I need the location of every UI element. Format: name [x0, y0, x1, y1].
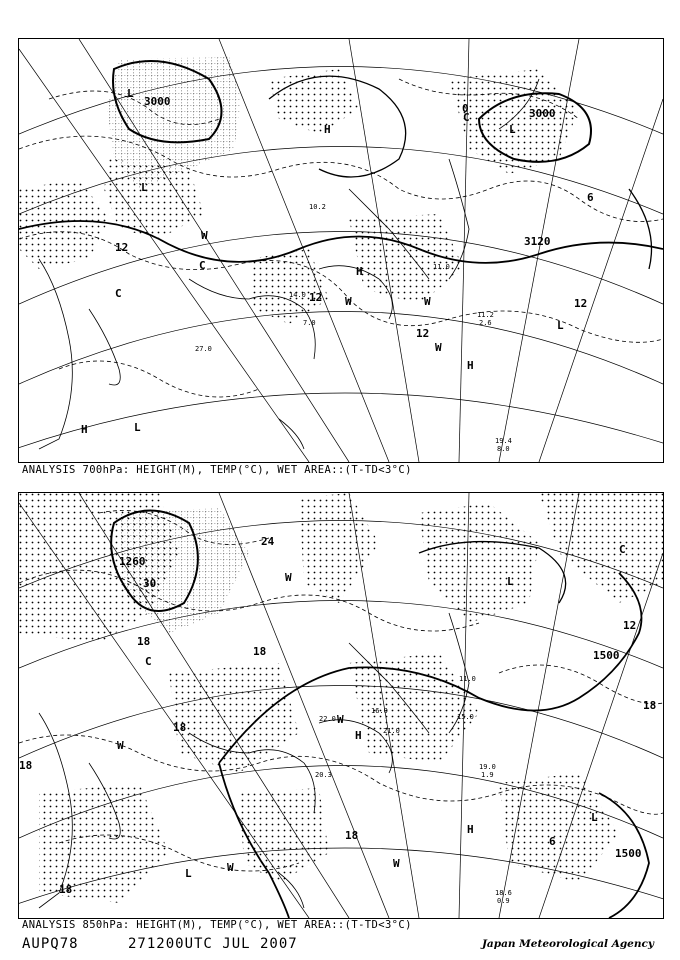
- station-value: 2.6: [479, 319, 492, 327]
- station-value: 11.0: [459, 675, 476, 683]
- height-label: 1260: [119, 555, 146, 568]
- pressure-center-label: C: [463, 111, 470, 124]
- temp-label: 12: [309, 291, 323, 304]
- temp-label: 6: [587, 191, 594, 204]
- chart-850hpa: [18, 492, 664, 919]
- height-label: 1500: [615, 847, 642, 860]
- station-value: 8.0: [497, 445, 510, 453]
- pressure-center-label: C: [145, 655, 152, 668]
- pressure-center-label: C: [115, 287, 122, 300]
- temp-label: 12: [115, 241, 129, 254]
- pressure-center-label: L: [509, 123, 516, 136]
- pressure-center-label: W: [285, 571, 292, 584]
- station-value: 14.0: [289, 291, 306, 299]
- temp-label: 18: [59, 883, 73, 896]
- pressure-center-label: W: [393, 857, 400, 870]
- station-value: 18.6: [495, 889, 512, 897]
- temp-label: 18: [643, 699, 657, 712]
- pressure-center-label: L: [557, 319, 564, 332]
- map-850hpa: [19, 493, 663, 918]
- station-value: 15.0: [457, 713, 474, 721]
- station-value: 1.9: [481, 771, 494, 779]
- temp-label: 12: [623, 619, 637, 632]
- height-label: 3000: [144, 95, 171, 108]
- pressure-center-label: H: [355, 729, 362, 742]
- pressure-center-label: L: [591, 811, 598, 824]
- pressure-center-label: H: [467, 359, 474, 372]
- pressure-center-label: H: [324, 123, 331, 136]
- pressure-center-label: L: [141, 181, 148, 194]
- pressure-center-label: H: [81, 423, 88, 436]
- temp-label: 12: [416, 327, 430, 340]
- chart-code: AUPQ78: [22, 936, 79, 952]
- station-value: 19.4: [495, 437, 512, 445]
- wet-areas: [19, 57, 579, 324]
- caption-700hpa: ANALYSIS 700hPa: HEIGHT(M), TEMP(°C), WET AREA::(T-TD<3°C): [22, 464, 412, 476]
- height-label: 1500: [593, 649, 620, 662]
- temp-label: 24: [261, 535, 275, 548]
- wet-areas: [19, 493, 663, 903]
- temp-label: 18: [173, 721, 187, 734]
- station-value: 16.0: [371, 707, 388, 715]
- temp-label: 0: [462, 102, 469, 115]
- station-value: 22.0: [319, 715, 336, 723]
- pressure-center-label: H: [467, 823, 474, 836]
- height-label: 3000: [529, 107, 556, 120]
- pressure-center-label: W: [227, 861, 234, 874]
- pressure-center-label: C: [199, 259, 206, 272]
- temp-label: 12: [574, 297, 588, 310]
- temp-label: 18: [253, 645, 267, 658]
- station-value: 10.2: [309, 203, 326, 211]
- caption-850hpa: ANALYSIS 850hPa: HEIGHT(M), TEMP(°C), WET AREA::(T-TD<3°C): [22, 919, 412, 931]
- pressure-center-label: H: [356, 265, 363, 278]
- pressure-center-label: W: [201, 229, 208, 242]
- pressure-center-label: W: [337, 713, 344, 726]
- pressure-center-label: L: [507, 575, 514, 588]
- temp-label: 6: [549, 835, 556, 848]
- station-value: 21.0: [383, 727, 400, 735]
- station-value: 7.0: [303, 319, 316, 327]
- pressure-center-label: W: [435, 341, 442, 354]
- station-value: 19.0: [479, 763, 496, 771]
- height-label: 3120: [524, 235, 551, 248]
- pressure-center-label: L: [185, 867, 192, 880]
- pressure-center-label: W: [117, 739, 124, 752]
- station-value: 0.9: [497, 897, 510, 905]
- temp-label: 18: [345, 829, 359, 842]
- station-value: 20.3: [315, 771, 332, 779]
- pressure-center-label: W: [345, 295, 352, 308]
- station-value: 27.0: [195, 345, 212, 353]
- pressure-center-label: W: [424, 295, 431, 308]
- station-value: 11.2: [477, 311, 494, 319]
- pressure-center-label: C: [619, 543, 626, 556]
- agency-name: Japan Meteorological Agency: [481, 938, 654, 950]
- chart-700hpa: [18, 38, 664, 463]
- valid-time: 271200UTC JUL 2007: [128, 936, 298, 952]
- temp-label: 18: [19, 759, 33, 772]
- temp-label: 18: [137, 635, 151, 648]
- map-700hpa: [19, 39, 663, 462]
- pressure-center-label: L: [127, 87, 134, 100]
- pressure-center-label: L: [134, 421, 141, 434]
- temp-label: 30: [143, 577, 157, 590]
- station-value: 11.0: [433, 263, 450, 271]
